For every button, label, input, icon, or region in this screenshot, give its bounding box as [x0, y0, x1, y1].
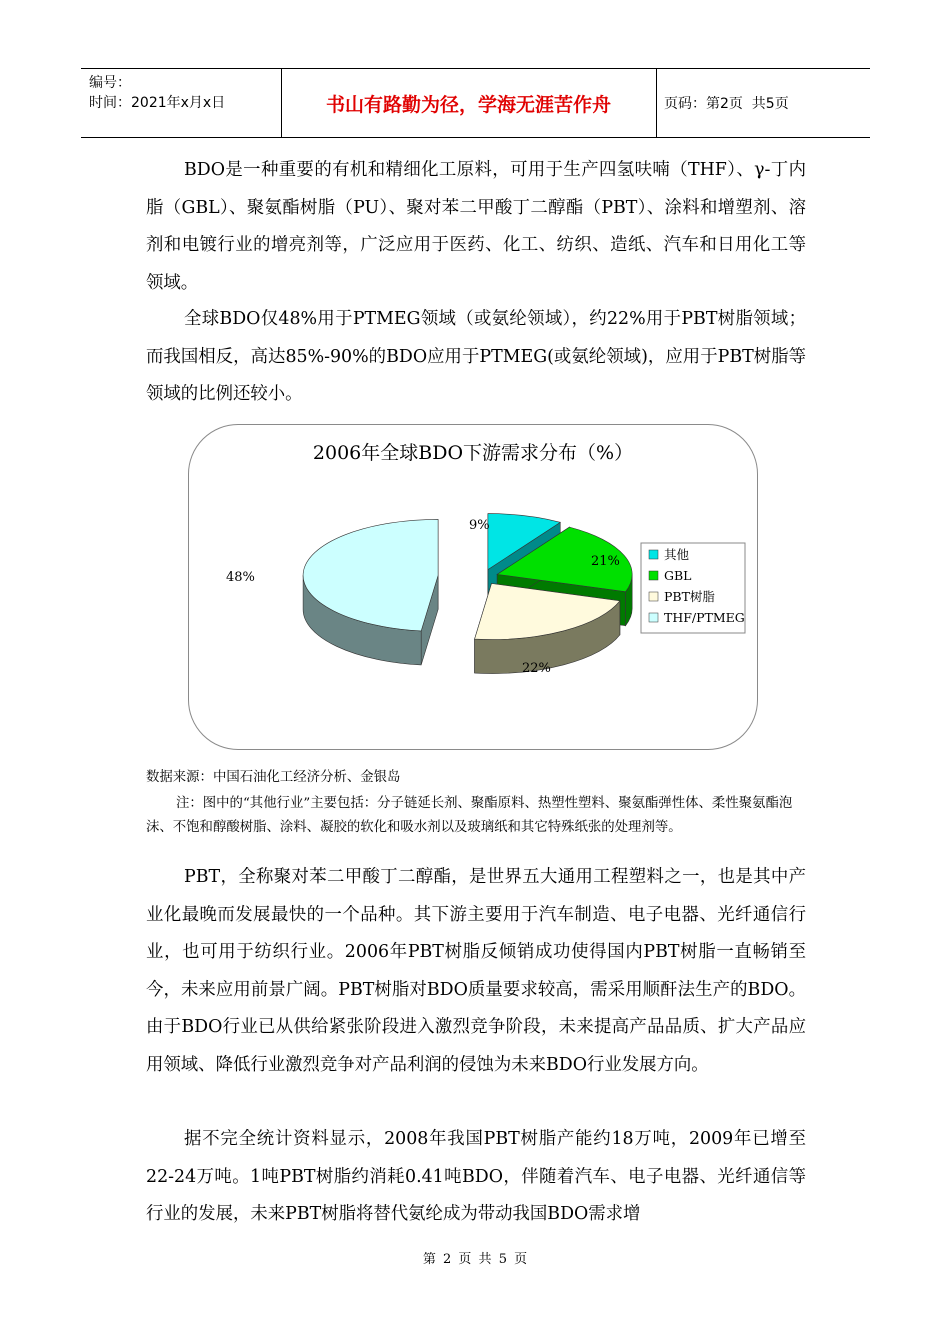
pie-value-label: 21% [591, 554, 620, 569]
chart-frame [188, 424, 758, 750]
serial-label: 编号： [89, 75, 131, 91]
legend-label: GBL [664, 568, 692, 583]
pie-value-label: 9% [469, 518, 490, 533]
page-header [81, 68, 870, 138]
pie-value-label: 22% [522, 661, 551, 676]
legend-swatch [649, 571, 658, 580]
paragraph-bdo-intro: BDO是一种重要的有机和精细化工原料，可用于生产四氢呋喃（THF）、γ-丁内脂（GBL）、聚氨酯树脂（PU）、聚对苯二甲酸丁二醇酯（PBT）、涂料和增塑剂、溶剂和电镀行业的增亮剂等，广泛应用于医药、化工、纺织、造纸、汽车和日用化工等领域。 [146, 160, 806, 293]
legend-label: PBT树脂 [664, 589, 715, 604]
header-left-cell [89, 73, 279, 113]
paragraph-bdo-global: 全球BDO仅48%用于PTMEG领域（或氨纶领域），约22%用于PBT树脂领域；而我国相反，高达85%-90%的BDO应用于PTMEG(或氨纶领域)，应用于PBT树脂等领域的比例还较小。 [146, 309, 806, 404]
legend-label: THF/PTMEG [664, 610, 745, 625]
time-label: 时间：2021年x月x日 [89, 95, 226, 111]
chart-legend [641, 543, 745, 633]
header-divider [656, 69, 657, 137]
header-motto: 书山有路勤为径，学海无涯苦作舟 [325, 93, 611, 116]
header-page-info: 页码：第2页 共5页 [664, 96, 789, 112]
legend-swatch [649, 613, 658, 622]
chart-title: 2006年全球BDO下游需求分布（%） [312, 442, 634, 464]
legend-label: 其他 [664, 547, 690, 562]
paragraph-pbt-capacity: 据不完全统计资料显示，2008年我国PBT树脂产能约18万吨，2009年已增至22-24万吨。1吨PBT树脂约消耗0.41吨BDO，伴随着汽车、电子电器、光纤通信等行业的发展，未来PBT树脂将替代氨纶成为带动我国BDO需求增 [146, 1129, 806, 1224]
data-source: 数据来源：中国石油化工经济分析、金银岛 [146, 770, 401, 785]
legend-swatch [649, 550, 658, 559]
pie-chart [189, 425, 757, 749]
chart-note: 注：图中的“其他行业”主要包括：分子链延长剂、聚酯原料、热塑性塑料、聚氨酯弹性体、柔性聚氨酯泡沫、不饱和醇酸树脂、涂料、凝胶的软化和吸水剂以及玻璃纸和其它特殊纸张的处理剂等。 [146, 796, 793, 835]
legend-swatch [649, 592, 658, 601]
page-footer: 第 2 页 共 5 页 [422, 1252, 528, 1267]
pie-value-label: 48% [226, 570, 255, 585]
paragraph-pbt: PBT，全称聚对苯二甲酸丁二醇酯，是世界五大通用工程塑料之一，也是其中产业化最晚而发展最快的一个品种。其下游主要用于汽车制造、电子电器、光纤通信行业，也可用于纺织行业。2006年PBT树脂反倾销成功使得国内PBT树脂一直畅销至今，未来应用前景广阔。PBT树脂对BDO质量要求较高，需采用顺酐法生产的BDO。由于BDO行业已从供给紧张阶段进入激烈竞争阶段，未来提高产品品质、扩大产品应用领域、降低行业激烈竞争对产品利润的侵蚀为未来BDO行业发展方向。 [146, 867, 806, 1075]
